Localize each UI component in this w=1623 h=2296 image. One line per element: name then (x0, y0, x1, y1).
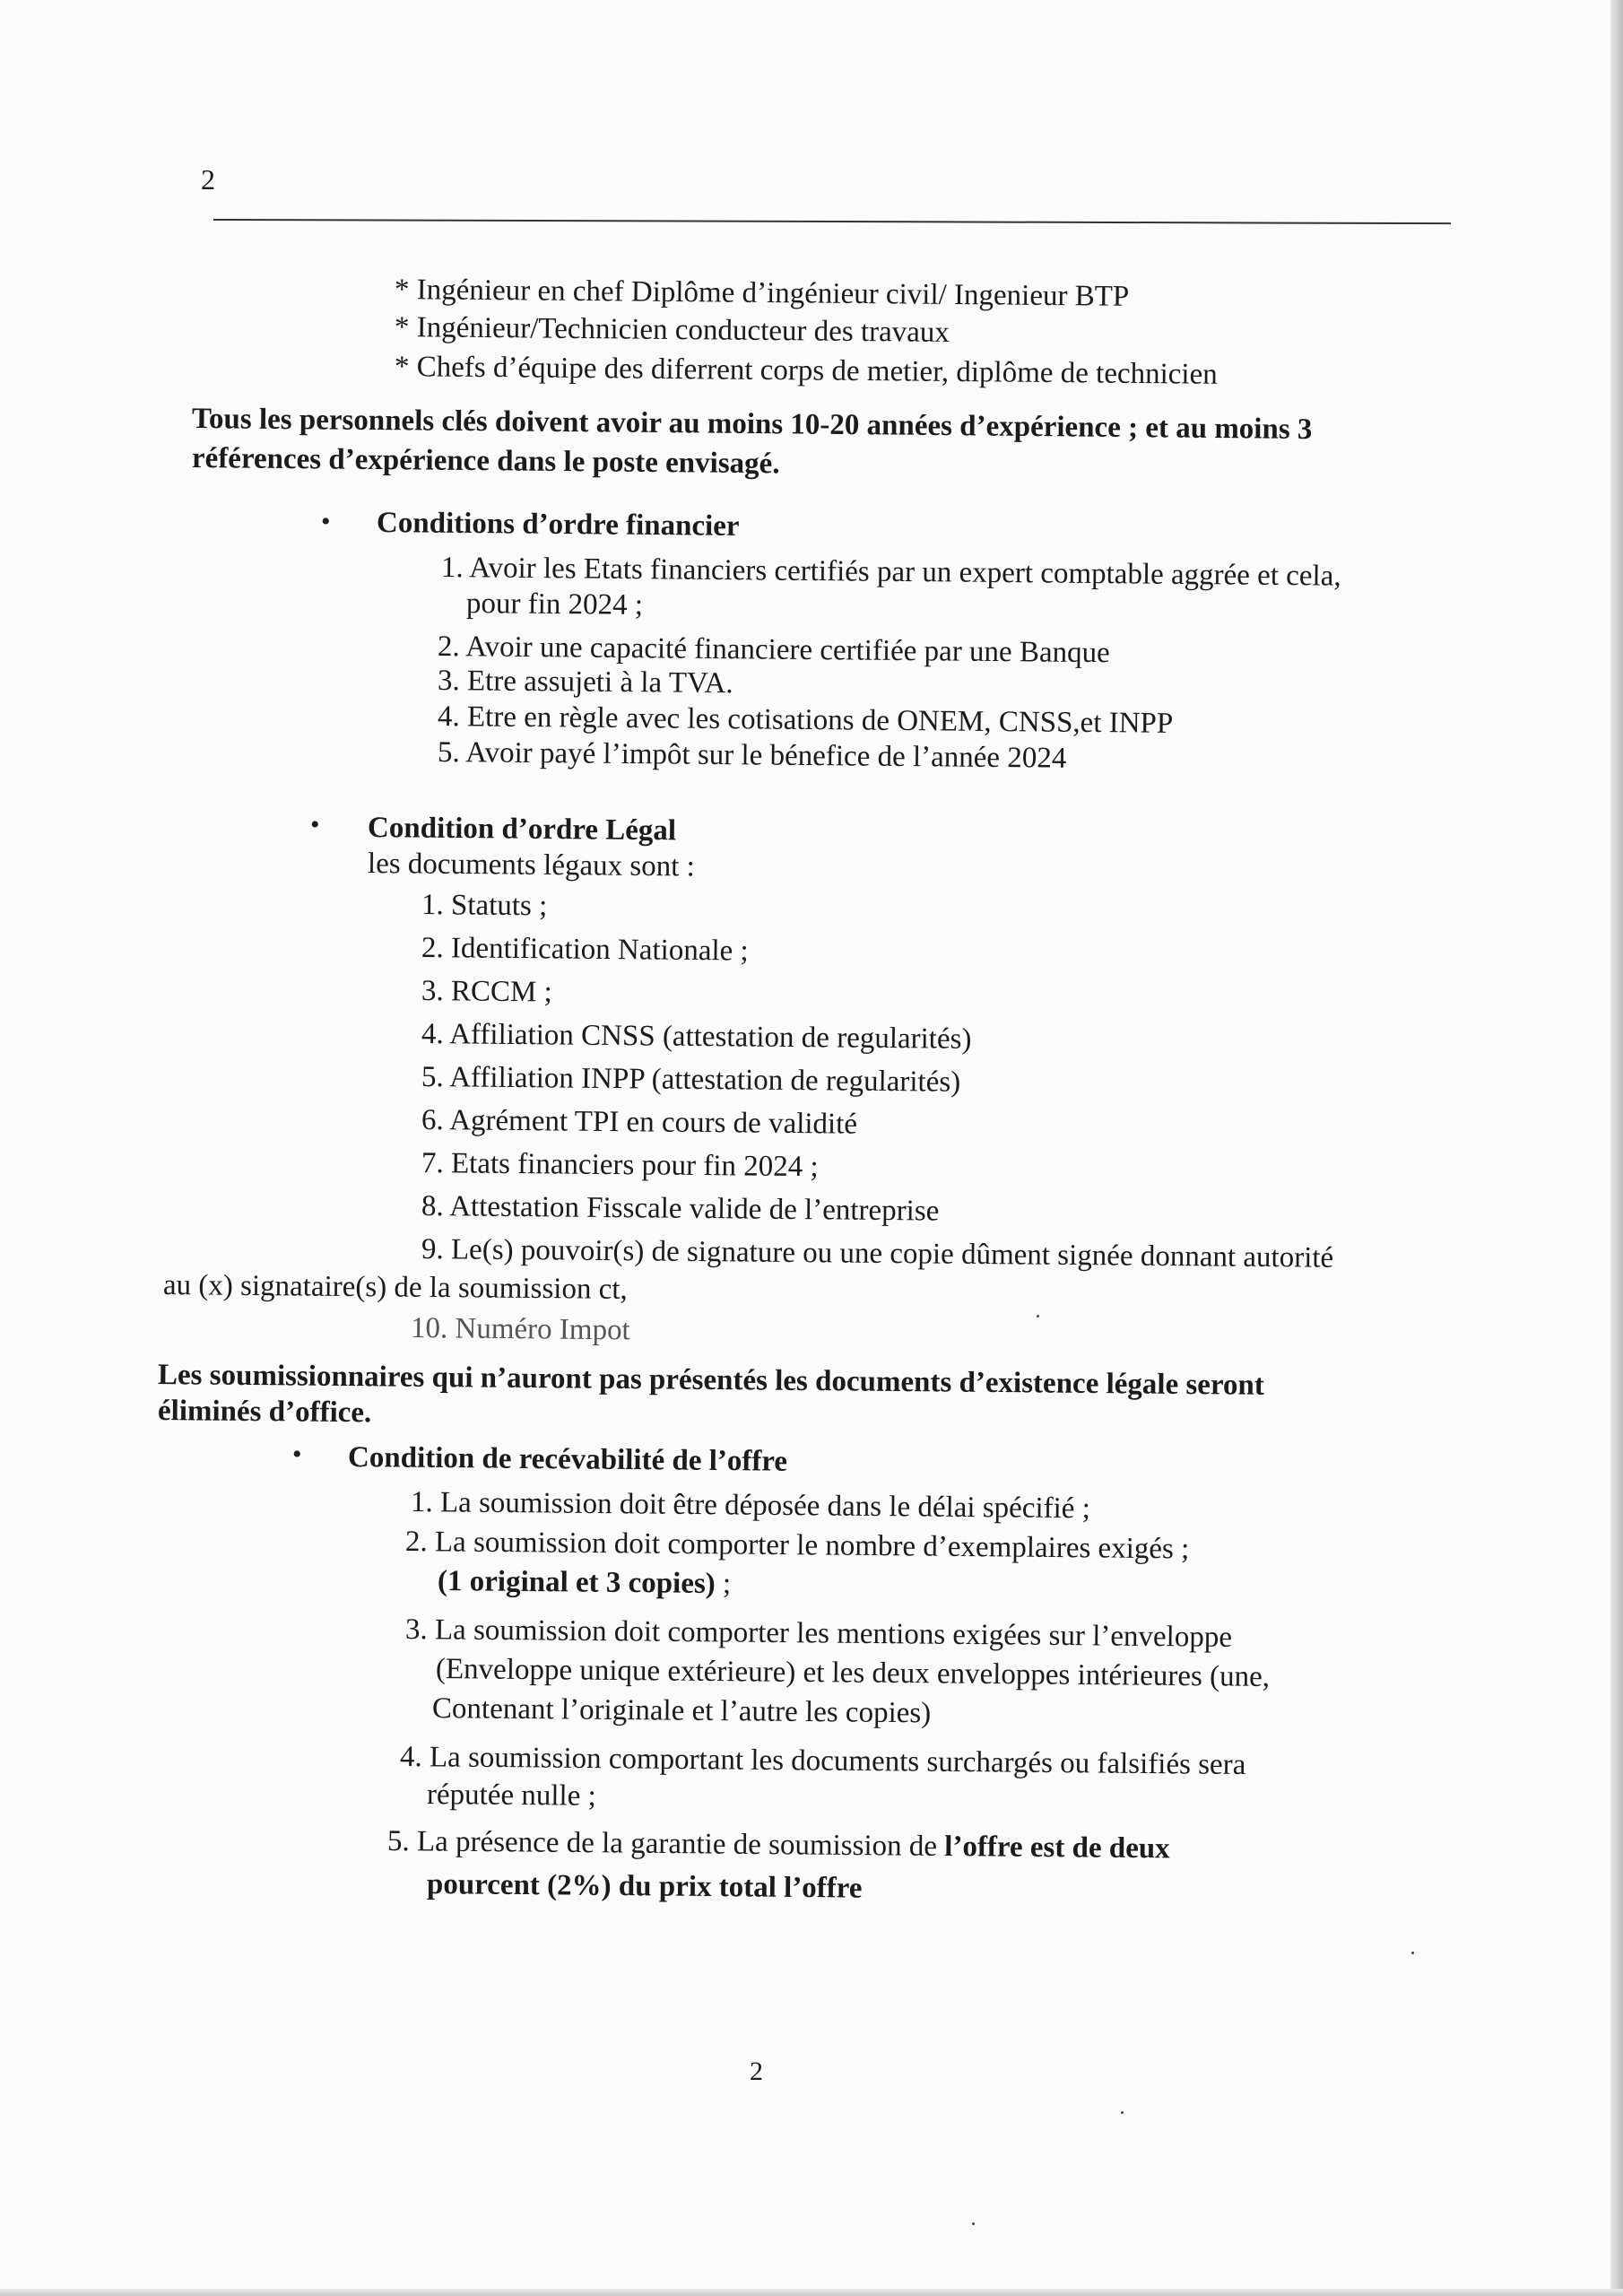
admissibility-item-cont: (Enveloppe unique extérieure) et les deux enveloppes intérieures (une, (435, 1653, 1271, 1693)
financial-item (438, 734, 1067, 778)
admissibility-item-cont: réputée nulle ; (426, 1779, 596, 1813)
legal-item: 6. Agrément TPI en cours de validité (421, 1104, 858, 1141)
admissibility-item-cont (438, 1562, 732, 1603)
financial-item-num: 2. (437, 631, 460, 664)
legal-item: 1. Statuts ; (421, 889, 548, 923)
financial-item-cont: pour fin 2024 ; (465, 587, 644, 622)
legal-item: 2. Identification Nationale ; (421, 932, 749, 968)
legal-item: 7. Etats financiers pour fin 2024 ; (421, 1147, 819, 1184)
bullet-icon: • (310, 810, 320, 839)
financial-item-num: 4. (437, 700, 460, 734)
scan-speck (1121, 2111, 1124, 2114)
financial-section-title: Conditions d’ordre financier (376, 507, 740, 543)
financial-item-num: 3. (437, 665, 460, 698)
bullet-icon: • (292, 1439, 302, 1469)
financial-item-num: 1. (440, 552, 464, 585)
admissibility-copies-bold: (1 original et 3 copies) (437, 1565, 716, 1600)
admissibility-item: 4. La soumission comportant les documents surchargés ou falsifiés sera (399, 1741, 1246, 1782)
financial-item (438, 662, 733, 702)
legal-item: 3. RCCM ; (421, 975, 552, 1009)
scan-speck (972, 2222, 975, 2225)
header-rule (213, 219, 1451, 224)
experience-note-line: références d’expérience dans le poste envisagé. (191, 442, 780, 481)
legal-intro: les documents légaux sont : (367, 848, 695, 883)
legal-item: 4. Affiliation CNSS (attestation de regularités) (421, 1018, 972, 1056)
elimination-note-line: Les soumissionnaires qui n’auront pas présentés les documents d’existence légale seront (157, 1359, 1264, 1402)
financial-item-text: Avoir les Etats financiers certifiés par un expert comptable aggrée et cela, (469, 552, 1341, 593)
header-page-number: 2 (201, 163, 215, 196)
scan-edge-bottom (0, 2289, 1623, 2296)
experience-note-line: Tous les personnels clés doivent avoir au moins 10-20 années d’expérience ; et au moins 3 (191, 403, 1313, 446)
elimination-note-line: éliminés d’office. (157, 1395, 372, 1430)
staff-item: * Ingénieur/Technicien conducteur des travaux (394, 311, 950, 349)
footer-page-number: 2 (750, 2057, 763, 2086)
scan-speck (1037, 1315, 1039, 1318)
admissibility-copies-tail: ; (715, 1567, 732, 1601)
legal-section-title: Condition d’ordre Légal (367, 812, 677, 848)
admissibility-item: 3. La soumission doit comporter les mentions exigées sur l’enveloppe (404, 1613, 1233, 1654)
financial-item-text: Avoir une capacité financiere certifiée par une Banque (465, 631, 1110, 670)
financial-item-num: 5. (437, 736, 460, 770)
admissibility-item: 2. La soumission doit comporter le nombre d’exemplaires exigés ; (404, 1526, 1190, 1566)
scan-speck (1411, 1952, 1414, 1954)
admissibility-item5-bold: l’offre est de deux (944, 1830, 1170, 1866)
admissibility-item-cont: Contenant l’originale et l’autre les copies) (431, 1692, 932, 1730)
financial-item-text: Etre en règle avec les cotisations de ONEM, CNSS,et INPP (466, 700, 1174, 740)
legal-item: 8. Attestation Fisscale valide de l’entreprise (421, 1190, 940, 1228)
admissibility-item: 1. La soumission doit être déposée dans le délai spécifié ; (410, 1486, 1091, 1526)
legal-item-cont: au (x) signataire(s) de la soumission ct, (162, 1269, 628, 1306)
admissibility-item5-plain: 5. La présence de la garantie de soumission de (386, 1825, 945, 1863)
legal-item: 10. Numéro Impot (410, 1312, 630, 1347)
financial-item-text: Avoir payé l’impôt sur le bénefice de l’année 2024 (465, 736, 1067, 775)
admissibility-item (387, 1822, 1170, 1867)
staff-item: * Chefs d’équipe des diferrent corps de metier, diplôme de technicien (394, 351, 1218, 391)
financial-item-text: Etre assujeti à la TVA. (466, 665, 733, 700)
legal-item: 5. Affiliation INPP (attestation de regularités) (421, 1061, 961, 1099)
admissibility-section-title: Condition de recévabilité de l’offre (347, 1441, 788, 1478)
legal-item: 9. Le(s) pouvoir(s) de signature ou une copie dûment signée donnant autorité (421, 1233, 1334, 1274)
staff-item: * Ingénieur en chef Diplôme d’ingénieur civil/ Ingenieur BTP (394, 274, 1130, 313)
scan-edge-right (1610, 0, 1623, 2296)
admissibility-item-cont: pourcent (2%) du prix total l’offre (426, 1868, 863, 1905)
bullet-icon: • (321, 507, 331, 536)
